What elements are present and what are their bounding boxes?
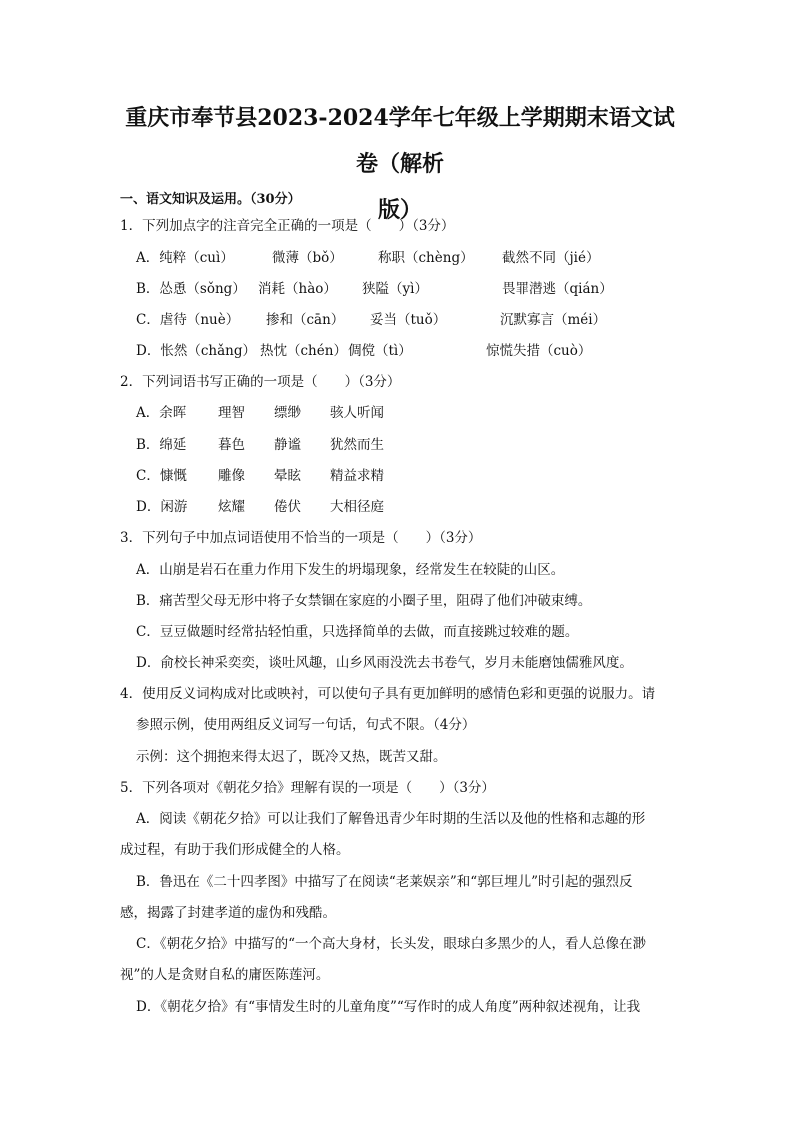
q2-a-2: 理智: [218, 405, 245, 421]
q2-a-4: 骇人听闻: [330, 405, 384, 421]
q5-option-c-line-1: C．《朝花夕拾》中描写的“一个高大身材，长头发，眼球白多黑少的人，看人总像在渺: [136, 936, 646, 952]
q1-d-1: D．怅然（chǎng）: [136, 343, 256, 359]
q1-c-3: 妥当（tuǒ）: [370, 312, 447, 328]
q5-option-c-line-2: 视”的人是贪财自私的庸医陈莲河。: [120, 967, 330, 983]
q2-b-2: 暮色: [218, 437, 245, 453]
q1-c-4: 沉默寡言（méi）: [500, 312, 607, 328]
q1-b-3: 狭隘（yì）: [362, 281, 428, 297]
q1-c-2: 掺和（cān）: [266, 312, 345, 328]
q1-stem: 1．下列加点字的注音完全正确的一项是（ ）（3分）: [120, 218, 455, 234]
q1-a-1: A．纯粹（cuì）: [136, 250, 234, 266]
q1-c-1: C．虐待（nuè）: [136, 312, 240, 328]
q3-option-a: A．山崩是岩石在重力作用下发生的坍塌现象，经常发生在较陡的山区。: [136, 562, 565, 578]
q2-c-4: 精益求精: [330, 468, 384, 484]
q5-option-a-line-2: 成过程，有助于我们形成健全的人格。: [120, 842, 350, 858]
q1-b-4: 畏罪潜逃（qián）: [502, 281, 613, 297]
q1-d-3: 倜傥（tì）: [348, 343, 412, 359]
q4-example: 示例：这个拥抱来得太迟了，既冷又热，既苦又甜。: [136, 749, 447, 765]
q5-option-a-line-1: A．阅读《朝花夕拾》可以让我们了解鲁迅青少年时期的生活以及他的性格和志趣的形: [136, 811, 646, 827]
q2-a-3: 缥缈: [274, 405, 301, 421]
q2-b-3: 静谧: [274, 437, 301, 453]
q1-a-2: 微薄（bǒ）: [272, 250, 343, 266]
q5-option-d-line-1: D．《朝花夕拾》有“事情发生时的儿童角度”“写作时的成人角度”两种叙述视角，让我: [136, 999, 641, 1015]
q2-c-3: 晕眩: [274, 468, 301, 484]
q1-d-2: 热忱（chén）: [260, 343, 347, 359]
q2-d-2: 炫耀: [218, 499, 245, 515]
q5-option-b-line-1: B．鲁迅在《二十四孝图》中描写了在阅读“老莱娱亲”和“郭巨埋儿”时引起的强烈反: [136, 874, 633, 890]
q5-stem: 5．下列各项对《朝花夕拾》理解有误的一项是（ ）（3分）: [120, 780, 495, 796]
q5-option-b-line-2: 感，揭露了封建孝道的虚伪和残酷。: [120, 905, 336, 921]
q1-d-4: 惊慌失措（cuò）: [486, 343, 592, 359]
q3-option-c: C．豆豆做题时经常拈轻怕重，只选择简单的去做，而直接跳过较难的题。: [136, 624, 579, 640]
q2-b-4: 犹然而生: [330, 437, 384, 453]
q2-stem: 2．下列词语书写正确的一项是（ ）（3分）: [120, 374, 401, 390]
q2-c-1: C．慷慨: [136, 468, 187, 484]
q1-a-4: 截然不同（jié）: [502, 250, 600, 266]
title-line-2: 版）: [377, 197, 422, 223]
q3-option-b: B．痛苦型父母无形中将子女禁锢在家庭的小圈子里，阻碍了他们冲破束缚。: [136, 593, 592, 609]
q2-a-1: A．余晖: [136, 405, 187, 421]
document-title: [120, 95, 680, 233]
q2-d-4: 大相径庭: [330, 499, 384, 515]
q4-stem-line-2: 参照示例，使用两组反义词写一句话，句式不限。（4分）: [136, 717, 476, 733]
q1-b-1: B．怂恿（sǒng）: [136, 281, 246, 297]
q3-option-d: D．俞校长神采奕奕，谈吐风趣，山乡风雨没洗去书卷气，岁月未能磨蚀儒雅风度。: [136, 655, 633, 671]
q2-b-1: B．绵延: [136, 437, 187, 453]
q2-c-2: 雕像: [218, 468, 245, 484]
title-line-1: 重庆市奉节县2023-2024学年七年级上学期期末语文试卷（解析: [125, 105, 675, 177]
q1-b-2: 消耗（hào）: [258, 281, 337, 297]
q1-a-3: 称职（chèng）: [378, 250, 474, 266]
q2-d-3: 倦伏: [274, 499, 301, 515]
q3-stem: 3．下列句子中加点词语使用不恰当的一项是（ ）（3分）: [120, 530, 482, 546]
q2-d-1: D．闲游: [136, 499, 188, 515]
q4-stem-line-1: 4．使用反义词构成对比或映衬，可以使句子具有更加鲜明的感情色彩和更强的说服力。请: [120, 686, 656, 702]
section-heading: 一、语文知识及运用。（30分）: [120, 192, 301, 207]
